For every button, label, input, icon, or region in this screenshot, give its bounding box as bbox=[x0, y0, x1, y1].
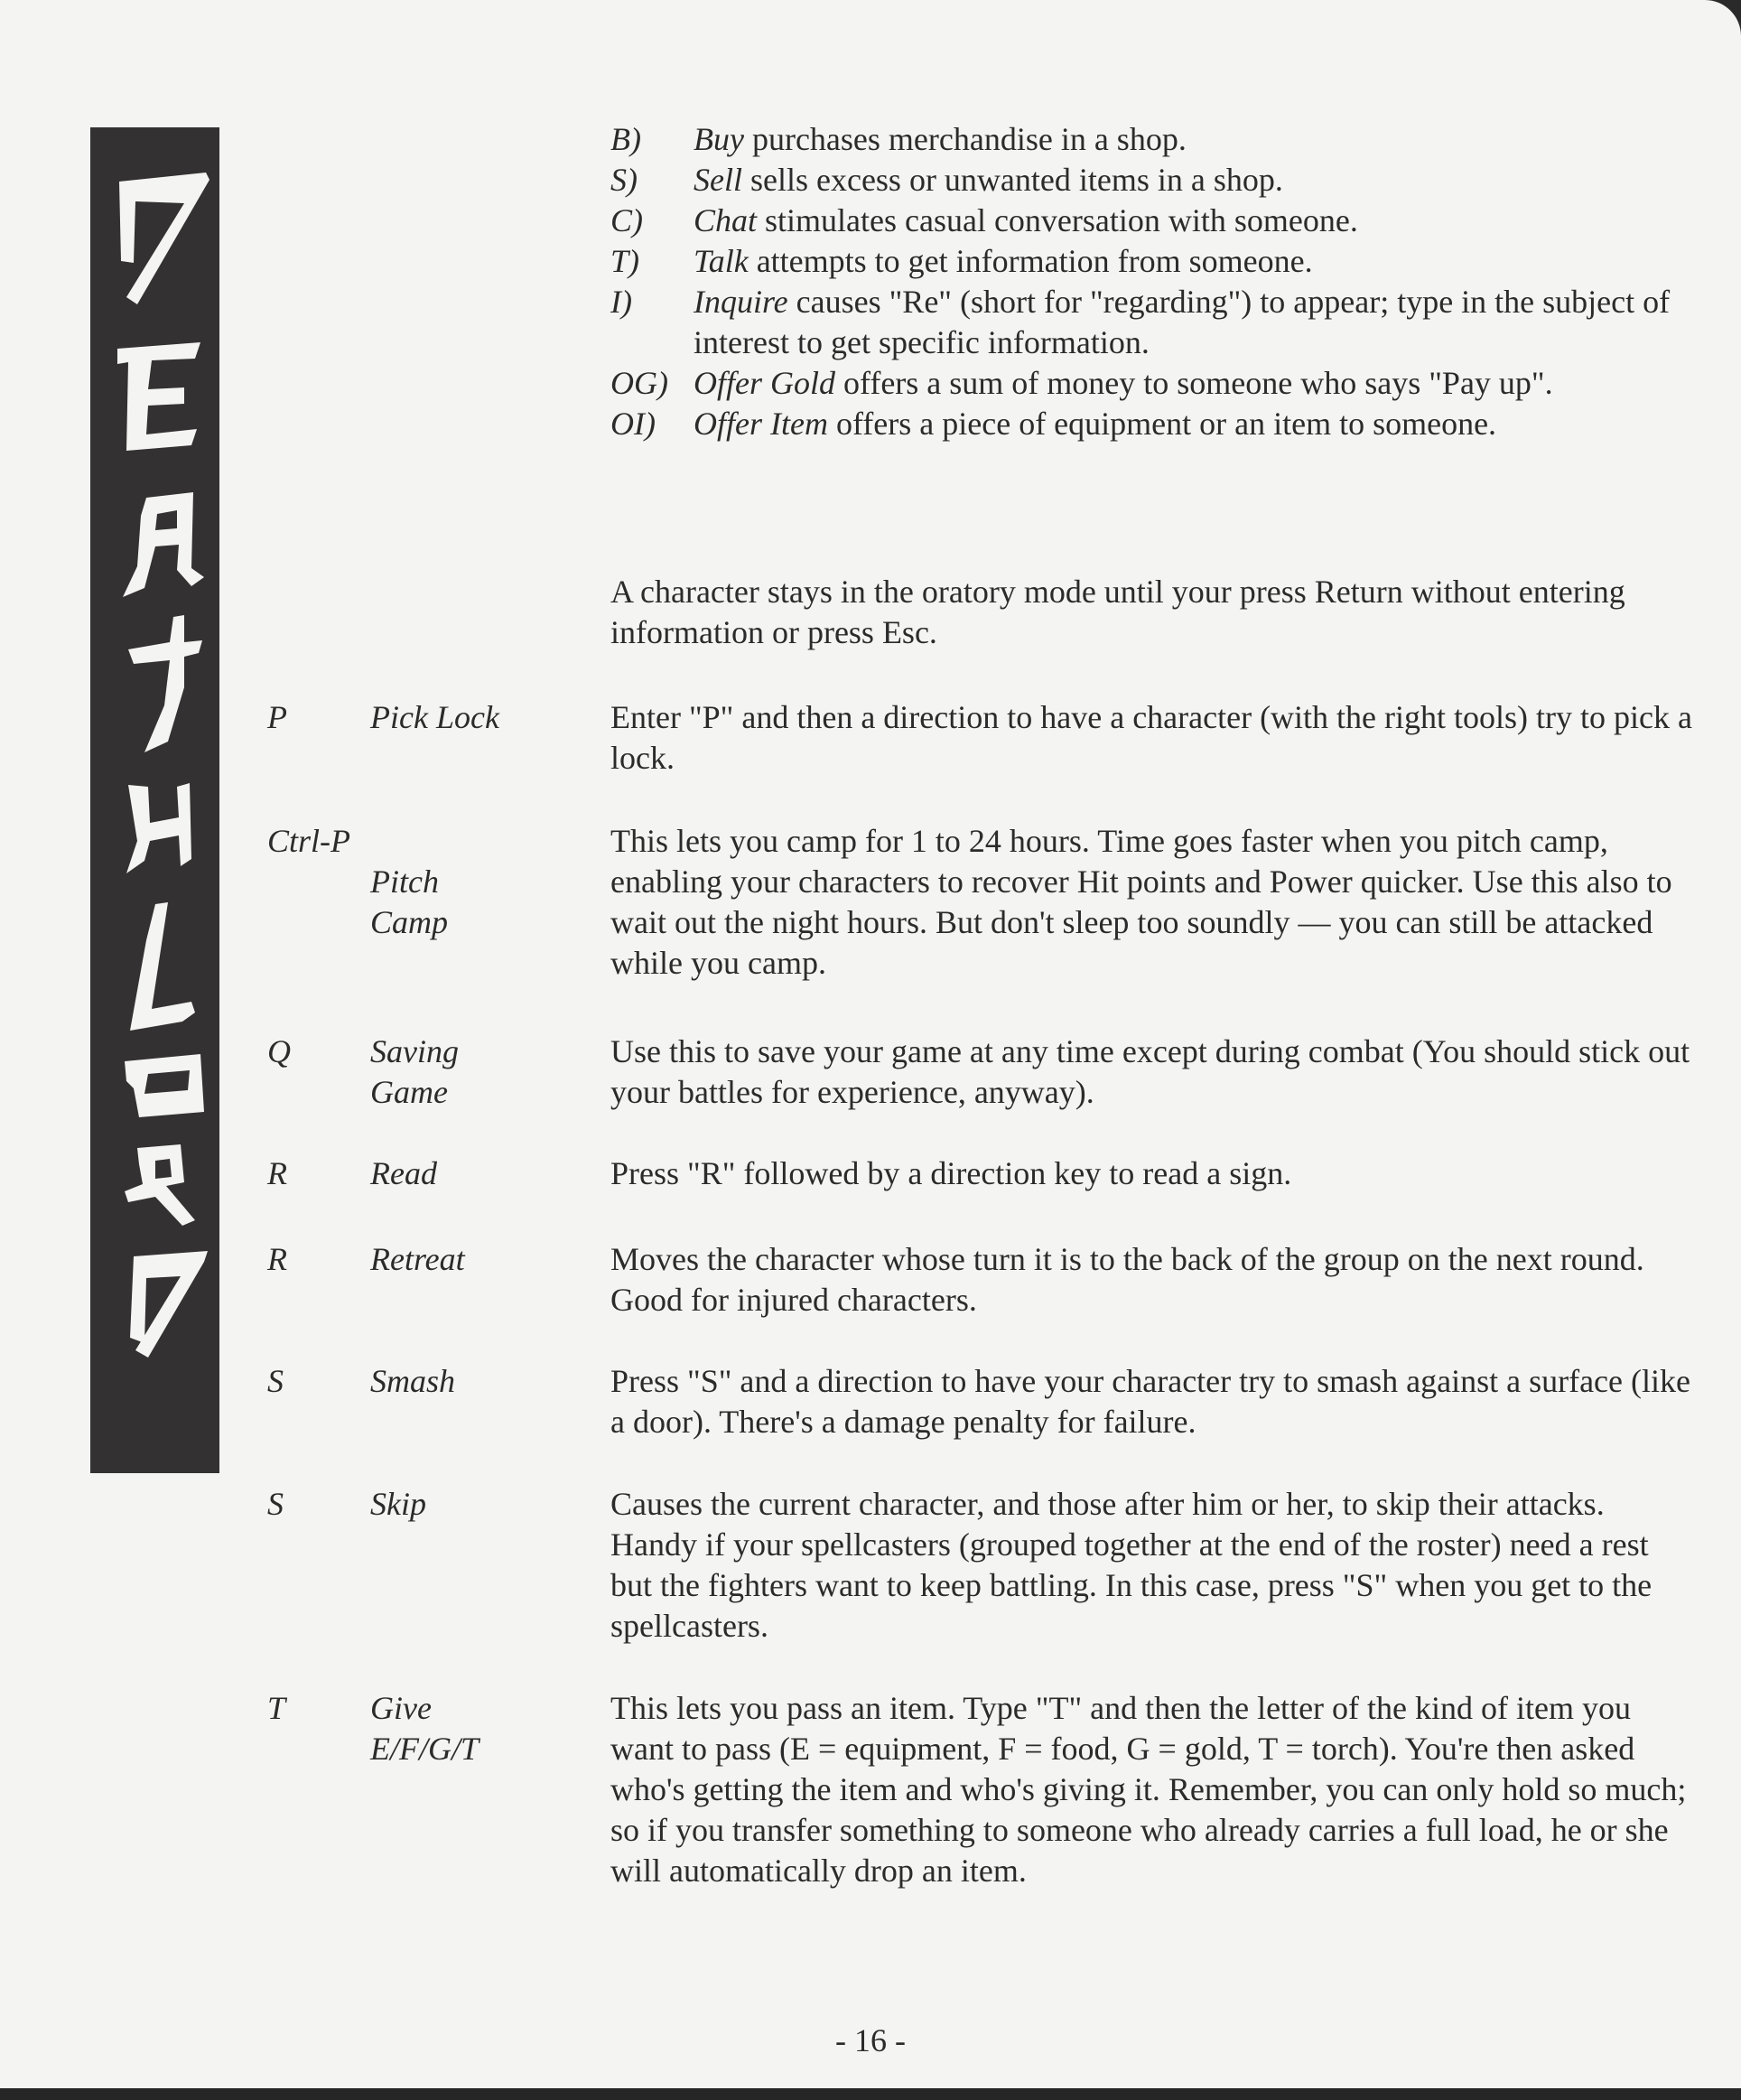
command-name bbox=[370, 821, 610, 984]
command-name bbox=[370, 1688, 610, 1891]
option-offer-gold bbox=[610, 363, 1694, 404]
banner-letter-a bbox=[123, 492, 204, 597]
command-key: T bbox=[267, 1690, 286, 1726]
banner-letter-o bbox=[125, 1054, 204, 1117]
banner-lettering bbox=[90, 127, 219, 1473]
option-inquire bbox=[610, 282, 1694, 363]
option-key: OI) bbox=[610, 406, 656, 442]
banner-letter-d-final bbox=[130, 1251, 208, 1358]
command-name bbox=[370, 1361, 610, 1442]
banner-letter-l bbox=[130, 902, 195, 1031]
command-name-line: Read bbox=[370, 1155, 437, 1191]
command-name-line: Game bbox=[370, 1074, 448, 1110]
option-buy bbox=[610, 119, 1694, 160]
command-description: Enter "P" and then a direction to have a character (with the right tools) try to pick a lock. bbox=[610, 699, 1692, 776]
command-name-line: Pick Lock bbox=[370, 699, 499, 735]
banner-letter-e bbox=[117, 342, 200, 451]
option-name: Inquire bbox=[694, 284, 788, 320]
command-name-line: Smash bbox=[370, 1363, 456, 1399]
command-saving-game bbox=[267, 1031, 1694, 1113]
option-text: offers a sum of money to someone who says "Pay up". bbox=[835, 365, 1553, 401]
banner-letter-d bbox=[119, 173, 209, 304]
command-key: Q bbox=[267, 1033, 291, 1069]
command-name bbox=[370, 697, 610, 779]
deathlord-banner bbox=[90, 127, 219, 1473]
command-name-line: E/F/G/T bbox=[370, 1731, 479, 1767]
option-text: causes "Re" (short for "regarding") to appear; type in the subject of interest to get specific information. bbox=[694, 284, 1671, 360]
command-skip bbox=[267, 1484, 1694, 1647]
command-description: Use this to save your game at any time except during combat (You should stick out your battles for experience, anyway). bbox=[610, 1033, 1690, 1110]
option-name: Offer Gold bbox=[694, 365, 835, 401]
option-key: C) bbox=[610, 202, 643, 238]
command-retreat bbox=[267, 1239, 1694, 1321]
command-name-line: Skip bbox=[370, 1486, 426, 1522]
command-name-line: Camp bbox=[370, 904, 449, 940]
command-give bbox=[267, 1688, 1694, 1891]
command-description: Causes the current character, and those after him or her, to skip their attacks. Handy if your spellcasters (grouped together at the end of the roster) need a rest but the fighters want to keep battling. In this case, press "S" when you get to the spellcasters. bbox=[610, 1486, 1653, 1644]
option-offer-item bbox=[610, 404, 1694, 444]
banner-letter-h bbox=[126, 783, 191, 873]
option-text: purchases merchandise in a shop. bbox=[743, 121, 1187, 157]
command-key: R bbox=[267, 1241, 287, 1277]
banner-letter-t bbox=[128, 615, 202, 752]
command-name bbox=[370, 1031, 610, 1113]
option-sell bbox=[610, 160, 1694, 201]
command-key: S bbox=[267, 1363, 284, 1399]
option-name: Sell bbox=[694, 162, 742, 198]
option-key: T) bbox=[610, 243, 640, 279]
option-name: Talk bbox=[694, 243, 749, 279]
command-description: Press "R" followed by a direction key to read a sign. bbox=[610, 1155, 1292, 1191]
command-name-line: Pitch bbox=[370, 863, 439, 900]
command-key: Ctrl-P bbox=[267, 823, 351, 859]
command-name-line: Saving bbox=[370, 1033, 459, 1069]
option-key: S) bbox=[610, 162, 638, 198]
command-name bbox=[370, 1239, 610, 1321]
option-text: attempts to get information from someone. bbox=[748, 243, 1313, 279]
command-description: This lets you camp for 1 to 24 hours. Time goes faster when you pitch camp, enabling your characters to recover Hit points and Power quicker. Use this also to wait out the night hours. But don't sleep too soundly — you can still be attacked while you camp. bbox=[610, 823, 1672, 981]
option-talk bbox=[610, 241, 1694, 282]
banner-letter-r bbox=[125, 1144, 195, 1226]
command-name-line: Give bbox=[370, 1690, 432, 1726]
command-name bbox=[370, 1484, 610, 1647]
command-smash bbox=[267, 1361, 1694, 1442]
command-description: Moves the character whose turn it is to the back of the group on the next round. Good for injured characters. bbox=[610, 1241, 1644, 1318]
option-name: Buy bbox=[694, 121, 744, 157]
option-key: B) bbox=[610, 121, 641, 157]
option-name: Offer Item bbox=[694, 406, 828, 442]
command-description: This lets you pass an item. Type "T" and then the letter of the kind of item you want to pass (E = equipment, F = food, G = gold, T = torch). You're then asked who's getting the item and who's giving it. Remember, you can only hold so much; so if you transfer something to someone who already carries a full load, he or she will automatically drop an item. bbox=[610, 1690, 1687, 1889]
option-text: sells excess or unwanted items in a shop. bbox=[741, 162, 1283, 198]
oratory-options-list bbox=[610, 119, 1694, 444]
command-key: P bbox=[267, 699, 287, 735]
command-key: R bbox=[267, 1155, 287, 1191]
command-pick-lock bbox=[267, 697, 1694, 779]
page-number: - 16 - bbox=[835, 2022, 906, 2058]
option-text: stimulates casual conversation with someone. bbox=[757, 202, 1358, 238]
option-name: Chat bbox=[694, 202, 758, 238]
oratory-note: A character stays in the oratory mode until your press Return without entering information or press Esc. bbox=[610, 574, 1625, 650]
command-key: S bbox=[267, 1486, 284, 1522]
command-pitch-camp bbox=[267, 821, 1694, 984]
option-chat bbox=[610, 201, 1694, 241]
command-description: Press "S" and a direction to have your character try to smash against a surface (like a door). There's a damage penalty for failure. bbox=[610, 1363, 1690, 1440]
option-key: OG) bbox=[610, 365, 668, 401]
option-key: I) bbox=[610, 284, 632, 320]
command-read bbox=[267, 1153, 1694, 1194]
scan-bottom-edge bbox=[0, 2088, 1741, 2100]
command-name bbox=[370, 1153, 610, 1194]
command-name-line: Retreat bbox=[370, 1241, 465, 1277]
option-text: offers a piece of equipment or an item to someone. bbox=[827, 406, 1497, 442]
command-name-line bbox=[370, 821, 610, 862]
